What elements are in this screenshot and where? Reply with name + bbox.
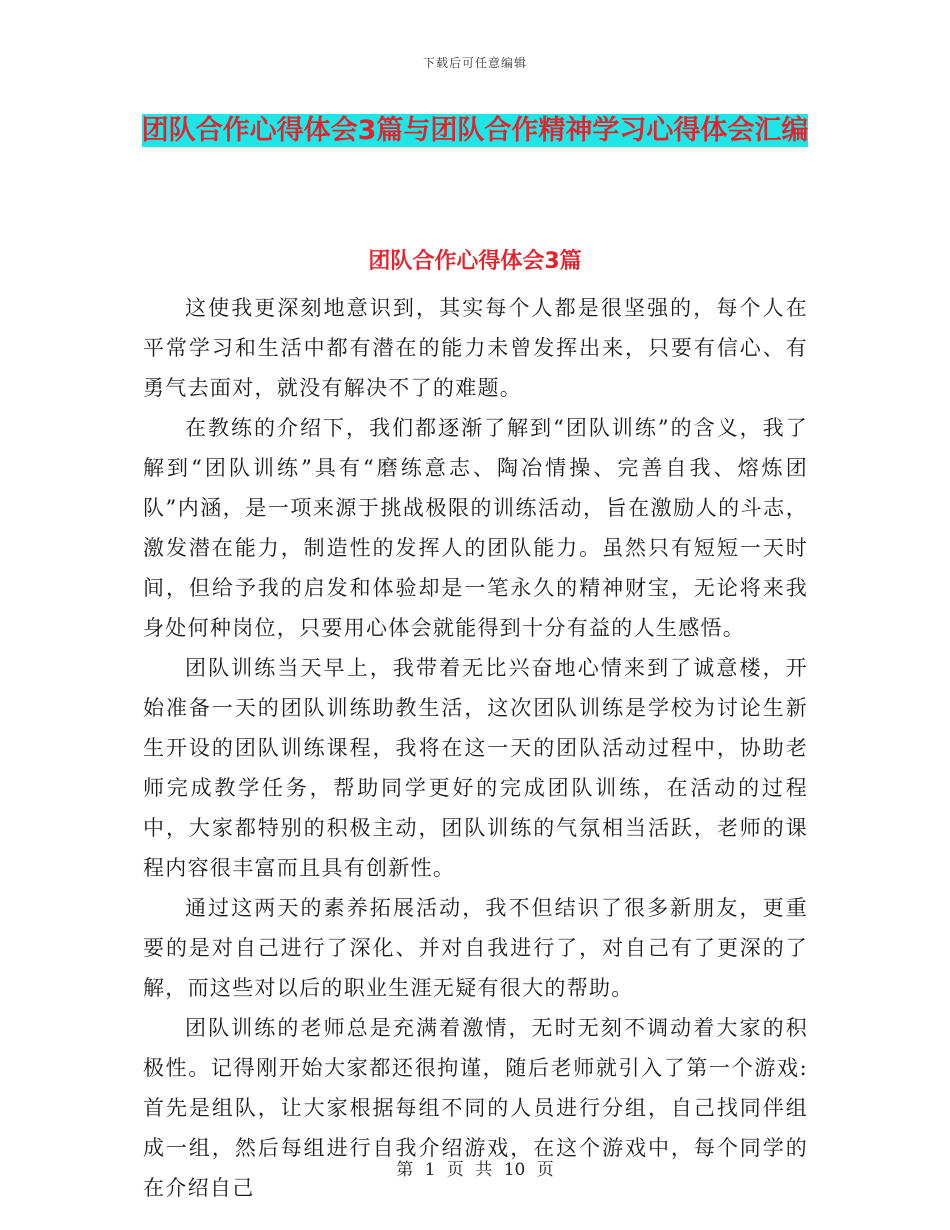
section-title: 团队合作心得体会3篇	[368, 249, 582, 274]
paragraph: 团队训练当天早上，我带着无比兴奋地心情来到了诚意楼，开始准备一天的团队训练助教生活，这次团队训练是学校为讨论生新生开设的团队训练课程，我将在这一天的团队活动过程中，协助老师完成教学任务，帮助同学更好的完成团队训练，在活动的过程中，大家都特别的积极主动，团队训练的气氛相当活跃，老师的课程内容很丰富而且具有创新性。	[143, 656, 808, 880]
document-body	[143, 288, 808, 1208]
document-title-text: 团队合作心得体会3篇与团队合作精神学习心得体会汇编	[141, 115, 809, 146]
paragraph: 团队训练的老师总是充满着激情，无时无刻不调动着大家的积极性。记得刚开始大家都还很拘谨，随后老师就引入了第一个游戏:首先是组队，让大家根据每组不同的人员进行分组，自己找同伴组成一组，然后每组进行自我介绍游戏，在这个游戏中，每个同学的在介绍自己	[143, 1016, 808, 1200]
paragraph: 这使我更深刻地意识到，其实每个人都是很坚强的，每个人在平常学习和生活中都有潜在的能力未曾发挥出来，只要有信心、有勇气去面对，就没有解决不了的难题。	[143, 296, 808, 400]
page-number-footer: 第 1 页 共 10 页	[396, 1160, 554, 1180]
document-title	[140, 108, 810, 154]
paragraph: 通过这两天的素养拓展活动，我不但结识了很多新朋友，更重要的是对自己进行了深化、并对自我进行了，对自己有了更深的了解，而这些对以后的职业生涯无疑有很大的帮助。	[143, 896, 808, 1000]
paragraph: 在教练的介绍下，我们都逐渐了解到“团队训练”的含义，我了解到“团队训练”具有“磨练意志、陶冶情操、完善自我、熔炼团队”内涵，是一项来源于挑战极限的训练活动，旨在激励人的斗志，激发潜在能力，制造性的发挥人的团队能力。虽然只有短短一天时间，但给予我的启发和体验却是一笔永久的精神财宝，无论将来我身处何种岗位，只要用心体会就能得到十分有益的人生感悟。	[143, 416, 808, 640]
header-note: 下载后可任意编辑	[422, 56, 527, 70]
